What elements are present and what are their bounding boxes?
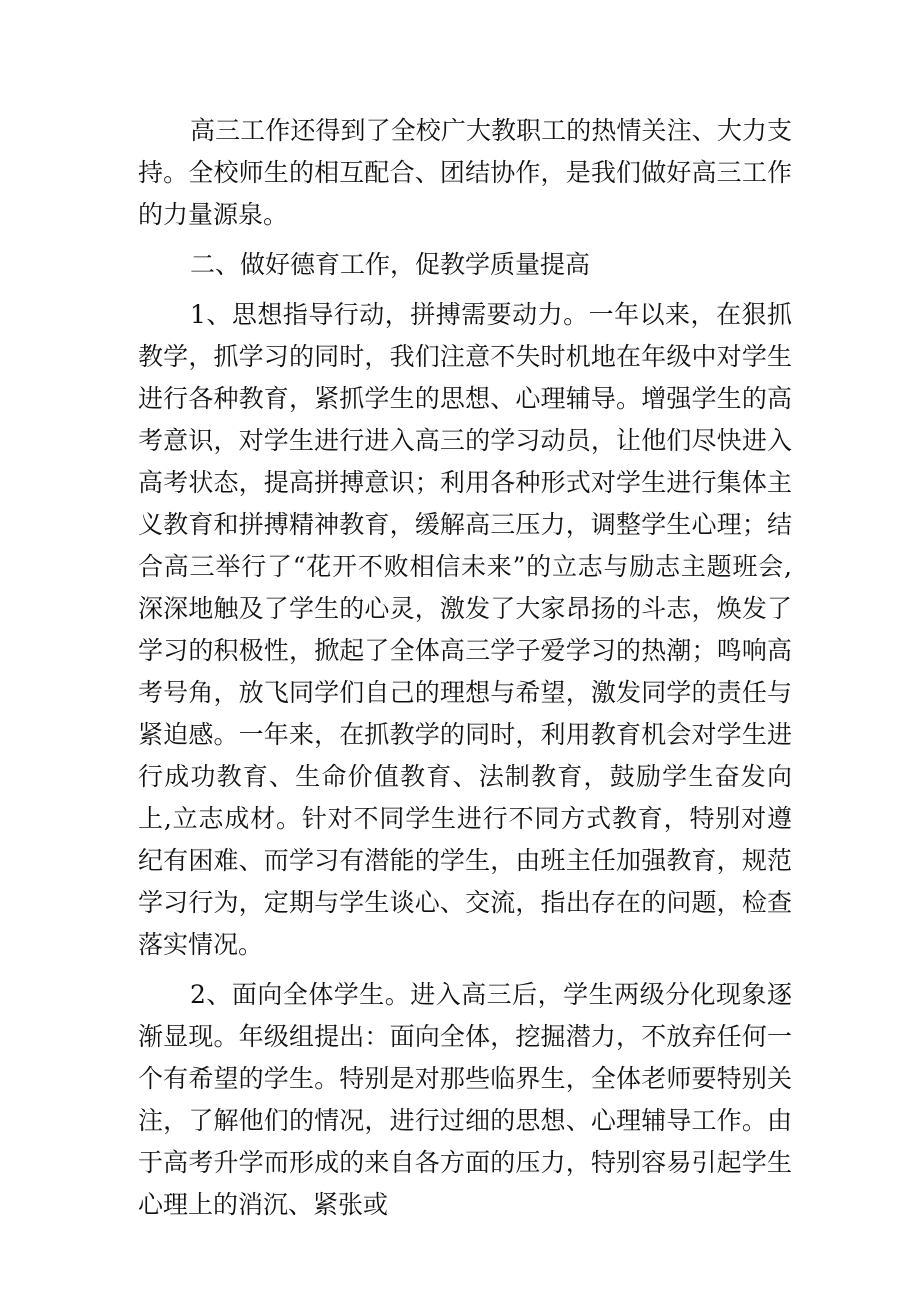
- paragraph-staff-support: 高三工作还得到了全校广大教职工的热情关注、大力支持。全校师生的相互配合、团结协作，是我们做好高三工作的力量源泉。: [138, 116, 792, 229]
- section-heading-moral-education: 二、做好德育工作，促教学质量提高: [190, 250, 591, 279]
- paragraph-thought-guidance: 1、思想指导行动，拼搏需要动力。一年以来，在狠抓教学，抓学习的同时，我们注意不失时机地在年级中对学生进行各种教育，紧抓学生的思想、心理辅导。增强学生的高考意识，对学生进行进入高三的学习动员，让他们尽快进入高考状态，提高拼搏意识；利用各种形式对学生进行集体主义教育和拼搏精神教育，缓解高三压力，调整学生心理；结合高三举行了“花开不败相信未来”的立志与励志主题班会,深深地触及了学生的心灵，激发了大家昂扬的斗志，焕发了学习的积极性，掀起了全体高三学子爱学习的热潮；鸣响高考号角，放飞同学们自己的理想与希望，激发同学的责任与紧迫感。一年来，在抓教学的同时，利用教育机会对学生进行成功教育、生命价值教育、法制教育，鼓励学生奋发向上,立志成材。针对不同学生进行不同方式教育，特别对遵纪有困难、而学习有潜能的学生，由班主任加强教育，规范学习行为，定期与学生谈心、交流，指出存在的问题，检查落实情况。: [138, 300, 792, 959]
- document-body: [138, 110, 792, 1226]
- paragraph-all-students: 2、面向全体学生。进入高三后，学生两级分化现象逐渐显现。年级组提出：面向全体，挖掘潜力，不放弃任何一个有希望的学生。特别是对那些临界生，全体老师要特别关注，了解他们的情况，进行过细的思想、心理辅导工作。由于高考升学而形成的来自各方面的压力，特别容易引起学生心理上的消沉、紧张或: [138, 980, 792, 1219]
